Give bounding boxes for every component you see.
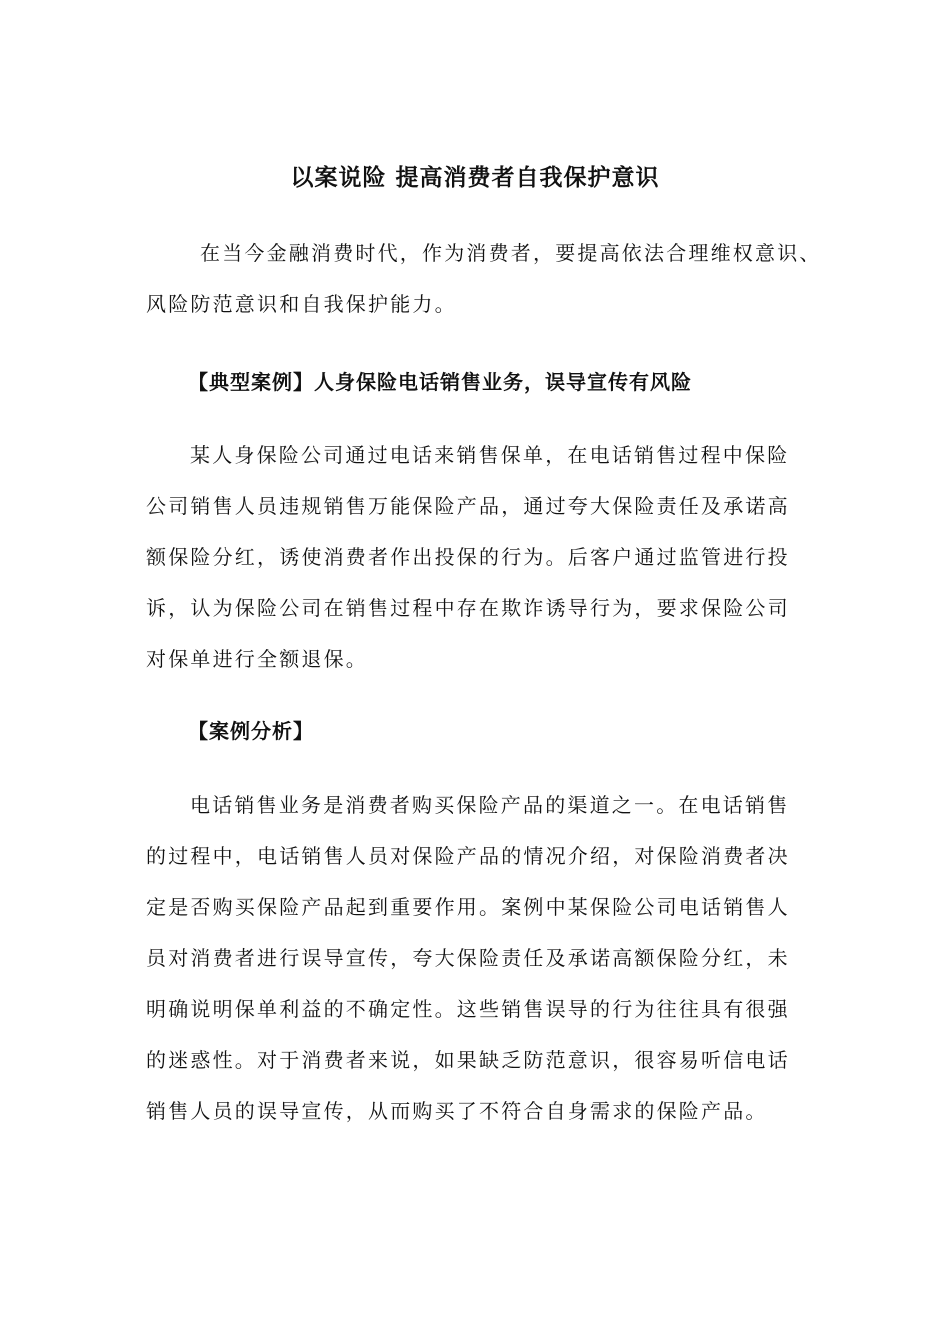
intro-paragraph: 在当今金融消费时代，作为消费者，要提高依法合理维权意识、风险防范意识和自我保护能力。 [146,241,822,316]
case-heading: 【典型案例】人身保险电话销售业务，误导宣传有风险 [188,370,692,394]
analysis-paragraph: 电话销售业务是消费者购买保险产品的渠道之一。在电话销售的过程中，电话销售人员对保险产品的情况介绍，对保险消费者决定是否购买保险产品起到重要作用。案例中某保险公司电话销售人员对消费者进行误导宣传，夸大保险责任及承诺高额保险分红，未明确说明保单利益的不确定性。这些销售误导的行为往往具有很强的迷惑性。对于消费者来说，如果缺乏防范意识，很容易听信电话销售人员的误导宣传，从而购买了不符合自身需求的保险产品。 [146,793,790,1123]
case-paragraph: 某人身保险公司通过电话来销售保单，在电话销售过程中保险公司销售人员违规销售万能保险产品，通过夸大保险责任及承诺高额保险分红，诱使消费者作出投保的行为。后客户通过监管进行投诉，认为保险公司在销售过程中存在欺诈诱导行为，要求保险公司对保单进行全额退保。 [146,443,790,671]
analysis-heading: 【案例分析】 [188,719,314,743]
document-title: 以案说险 提高消费者自我保护意识 [290,164,660,191]
